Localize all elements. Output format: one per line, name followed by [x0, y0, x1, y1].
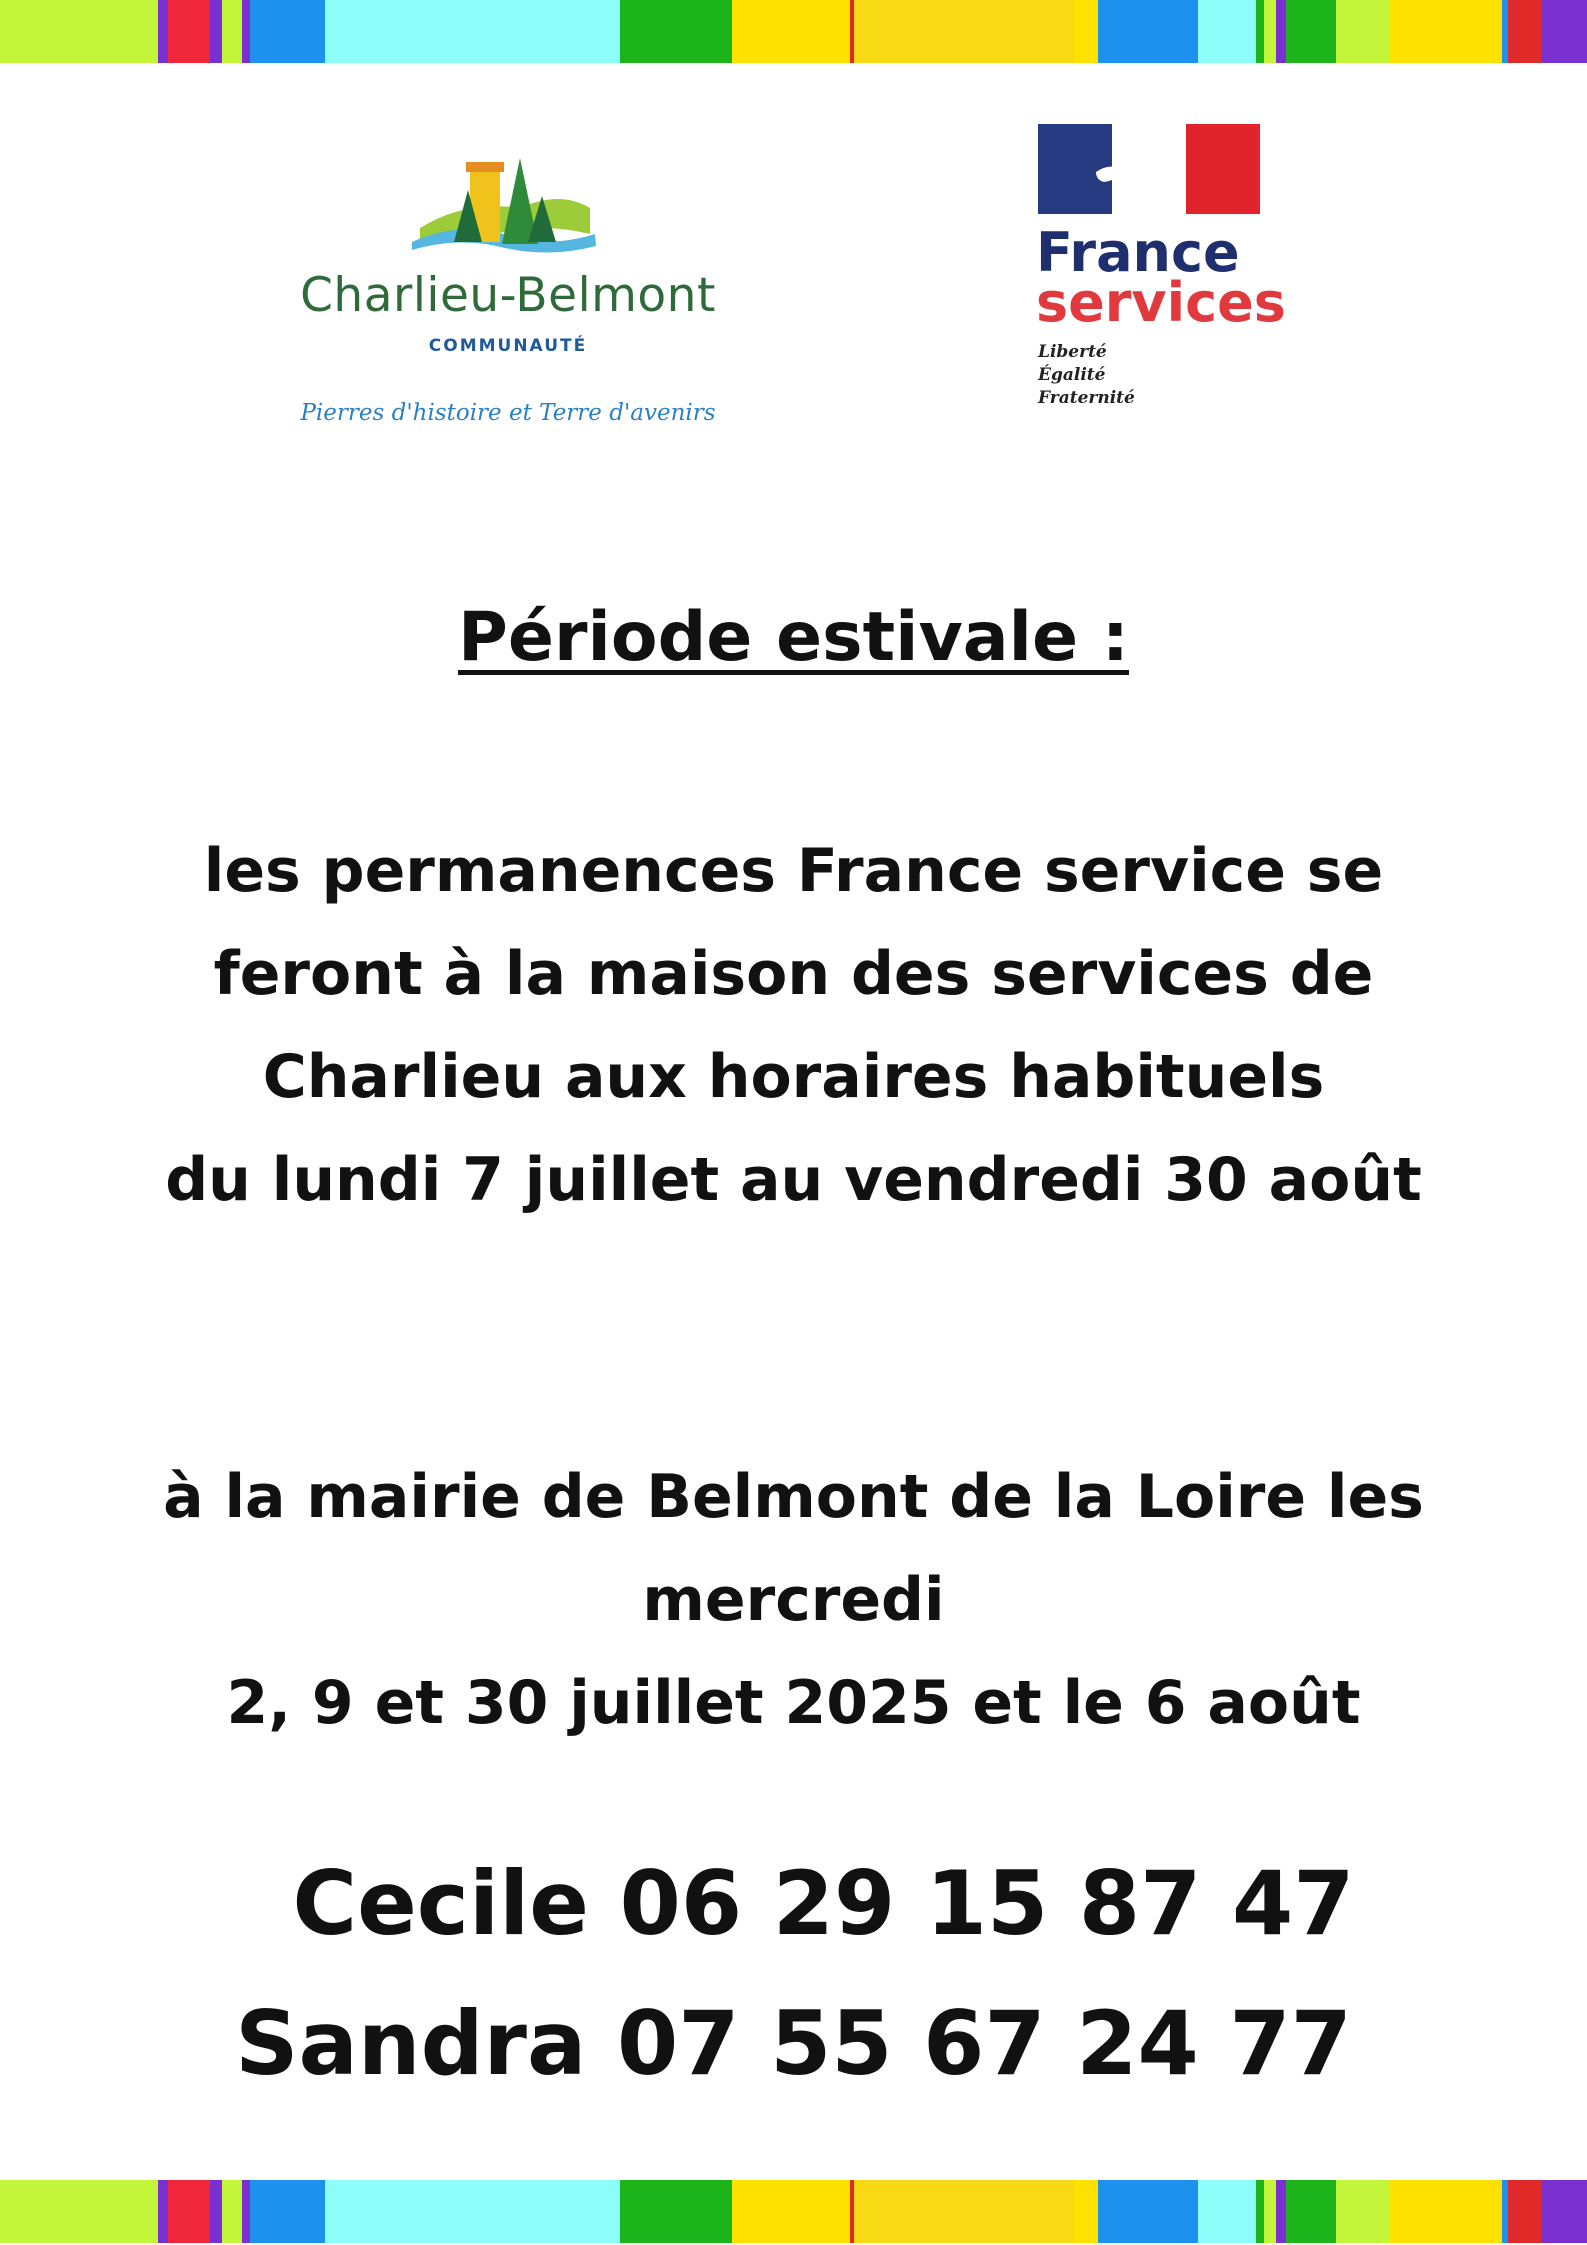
decorative-stripe-top [0, 0, 1587, 63]
france-word: France [1036, 221, 1240, 284]
contact-sandra: Sandra 07 55 67 24 77 [235, 1992, 1352, 2095]
stripe-segment [620, 0, 732, 63]
paragraph-line: à la mairie de Belmont de la Loire les [163, 1462, 1424, 1532]
stripe-segment [1390, 0, 1502, 63]
brand-name: Charlieu-Belmont [300, 268, 716, 323]
france-services-logo [1036, 124, 1286, 424]
stripe-segment [854, 0, 1074, 63]
stripe-segment [1198, 2180, 1256, 2243]
paragraph-line: mercredi [642, 1565, 945, 1635]
stripe-segment [242, 2180, 250, 2243]
stripe-segment [1158, 0, 1198, 63]
decorative-stripe-bottom [0, 2180, 1587, 2243]
paragraph-line: du lundi 7 juillet au vendredi 30 août [165, 1145, 1422, 1215]
page-title [0, 598, 1587, 677]
paragraph-line: feront à la maison des services de [213, 939, 1374, 1009]
stripe-segment [1276, 0, 1286, 63]
stripe-segment [1286, 2180, 1336, 2243]
stripe-segment [1074, 2180, 1098, 2243]
stripe-segment [732, 0, 850, 63]
stripe-segment [1502, 0, 1508, 63]
stripe-segment [1074, 0, 1098, 63]
motto-fraternite: Fraternité [1038, 388, 1135, 408]
stripe-segment [850, 2180, 854, 2243]
brand-subtitle: COMMUNAUTÉ [428, 336, 588, 356]
stripe-segment [158, 0, 168, 63]
stripe-segment [1336, 2180, 1390, 2243]
stripe-segment [1158, 2180, 1198, 2243]
motto-egalite: Égalité [1038, 365, 1106, 385]
stripe-segment [1542, 2180, 1587, 2243]
stripe-segment [620, 2180, 732, 2243]
stripe-segment [325, 2180, 620, 2243]
stripe-segment [1390, 2180, 1502, 2243]
stripe-segment [1508, 0, 1542, 63]
stripe-segment [1286, 0, 1336, 63]
stripe-segment [210, 2180, 222, 2243]
stripe-segment [168, 0, 210, 63]
stripe-segment [168, 2180, 210, 2243]
stripe-segment [325, 0, 620, 63]
stripe-segment [1264, 0, 1276, 63]
stripe-segment [1508, 2180, 1542, 2243]
page-title-text: Période estivale : [458, 598, 1129, 677]
stripe-segment [1256, 0, 1264, 63]
stripe-segment [1276, 2180, 1286, 2243]
charlieu-belmont-logo [280, 150, 730, 440]
paragraph-line: les permanences France service se [203, 836, 1384, 906]
stripe-segment [854, 2180, 1074, 2243]
stripe-segment [1336, 0, 1390, 63]
stripe-segment [0, 2180, 158, 2243]
stripe-segment [222, 0, 242, 63]
services-word: services [1036, 271, 1286, 334]
motto-liberte: Liberté [1038, 342, 1107, 362]
paragraph-belmont [60, 1446, 1527, 1755]
paragraph-charlieu [60, 820, 1527, 1232]
stripe-segment [1264, 2180, 1276, 2243]
stripe-segment [222, 2180, 242, 2243]
stripe-graphic [0, 2180, 1587, 2243]
stripe-graphic [0, 0, 1587, 63]
stripe-segment [0, 0, 158, 63]
stripe-segment [158, 2180, 168, 2243]
stripe-segment [732, 2180, 850, 2243]
stripe-segment [250, 2180, 325, 2243]
marianne-flag-icon [1038, 124, 1260, 214]
paragraph-line: 2, 9 et 30 juillet 2025 et le 6 août [226, 1668, 1361, 1738]
contact-cecile: Cecile 06 29 15 87 47 [292, 1852, 1355, 1955]
paragraph-line: Charlieu aux horaires habituels [262, 1042, 1325, 1112]
stripe-segment [250, 0, 325, 63]
stripe-segment [210, 0, 222, 63]
stripe-segment [1098, 2180, 1158, 2243]
stripe-segment [242, 0, 250, 63]
stripe-segment [850, 0, 854, 63]
stripe-segment [1098, 0, 1158, 63]
stripe-segment [1502, 2180, 1508, 2243]
brand-tagline: Pierres d'histoire et Terre d'avenirs [300, 400, 716, 426]
stripe-segment [1198, 0, 1256, 63]
landscape-tower-icon [410, 150, 600, 265]
stripe-segment [1542, 0, 1587, 63]
stripe-segment [1256, 2180, 1264, 2243]
